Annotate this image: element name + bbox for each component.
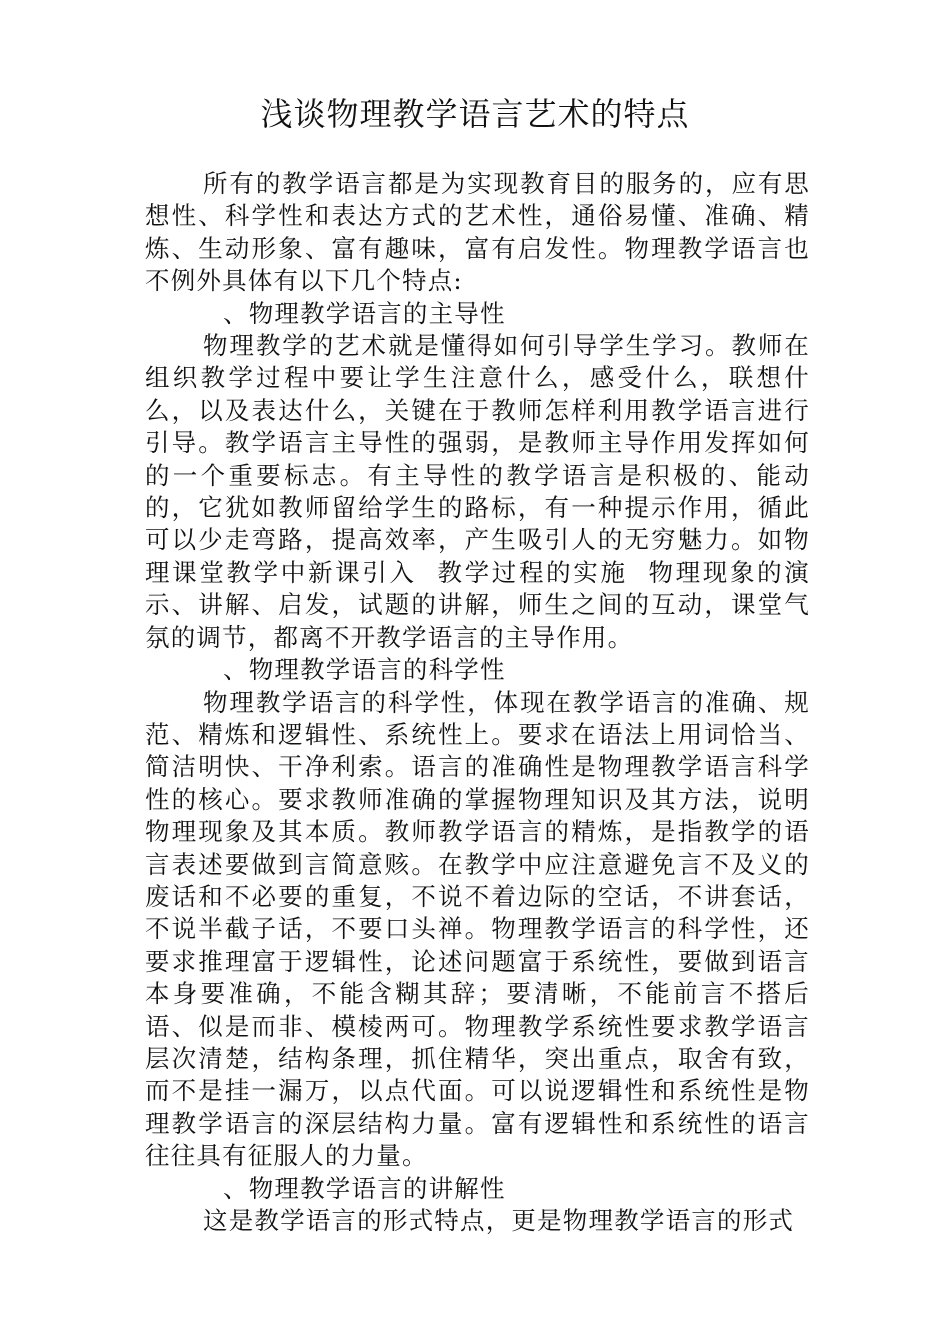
section-heading-scientific: 、物理教学语言的科学性	[223, 655, 506, 685]
section-heading-dominance: 、物理教学语言的主导性	[223, 298, 506, 328]
section-paragraph-scientific: 物理教学语言的科学性，体现在教学语言的准确、规范、精炼和逻辑性、系统性上。要求在语法上用词恰当、简洁明快、干净利索。语言的准确性是物理教学语言科学性的核心。要求教师准确的掌握物理知识及其方法，说明物理现象及其本质。教师教学语言的精炼，是指教学的语言表述要做到言简意赅。在教学中应注意避免言不及义的废话和不必要的重复，不说不着边际的空话，不讲套话，不说半截子话，不要口头禅。物理教学语言的科学性，还要求推理富于逻辑性，论述问题富于系统性，要做到语言本身要准确，不能含糊其辞；要清晰，不能前言不搭后语、似是而非、模棱两可。物理教学系统性要求教学语言层次清楚，结构条理，抓住精华，突出重点，取舍有致，而不是挂一漏万，以点代面。可以说逻辑性和系统性是物理教学语言的深层结构力量。富有逻辑性和系统性的语言往往具有征服人的力量。	[145, 687, 810, 1171]
document-body	[145, 168, 810, 1237]
intro-paragraph: 所有的教学语言都是为实现教育目的服务的，应有思想性、科学性和表达方式的艺术性，通俗易懂、准确、精炼、生动形象、富有趣味，富有启发性。物理教学语言也不例外具体有以下几个特点:	[145, 169, 810, 296]
section-paragraph-explanatory: 这是教学语言的形式特点，更是物理教学语言的形式	[203, 1206, 795, 1235]
section-heading-explanatory: 、物理教学语言的讲解性	[223, 1173, 506, 1203]
document-title: 浅谈物理教学语言艺术的特点	[260, 95, 690, 133]
section-paragraph-dominance: 物理教学的艺术就是懂得如何引导学生学习。教师在组织教学过程中要让学生注意什么，感受什么，联想什么，以及表达什么，关键在于教师怎样利用教学语言进行引导。教学语言主导性的强弱，是教师主导作用发挥如何的一个重要标志。有主导性的教学语言是积极的、能动的，它犹如教师留给学生的路标，有一种提示作用，循此可以少走弯路，提高效率，产生吸引人的无穷魅力。如物理课堂教学中新课引入 教学过程的实施 物理现象的演示、讲解、启发，试题的讲解，师生之间的互动，课堂气氛的调节，都离不开教学语言的主导作用。	[145, 331, 810, 652]
